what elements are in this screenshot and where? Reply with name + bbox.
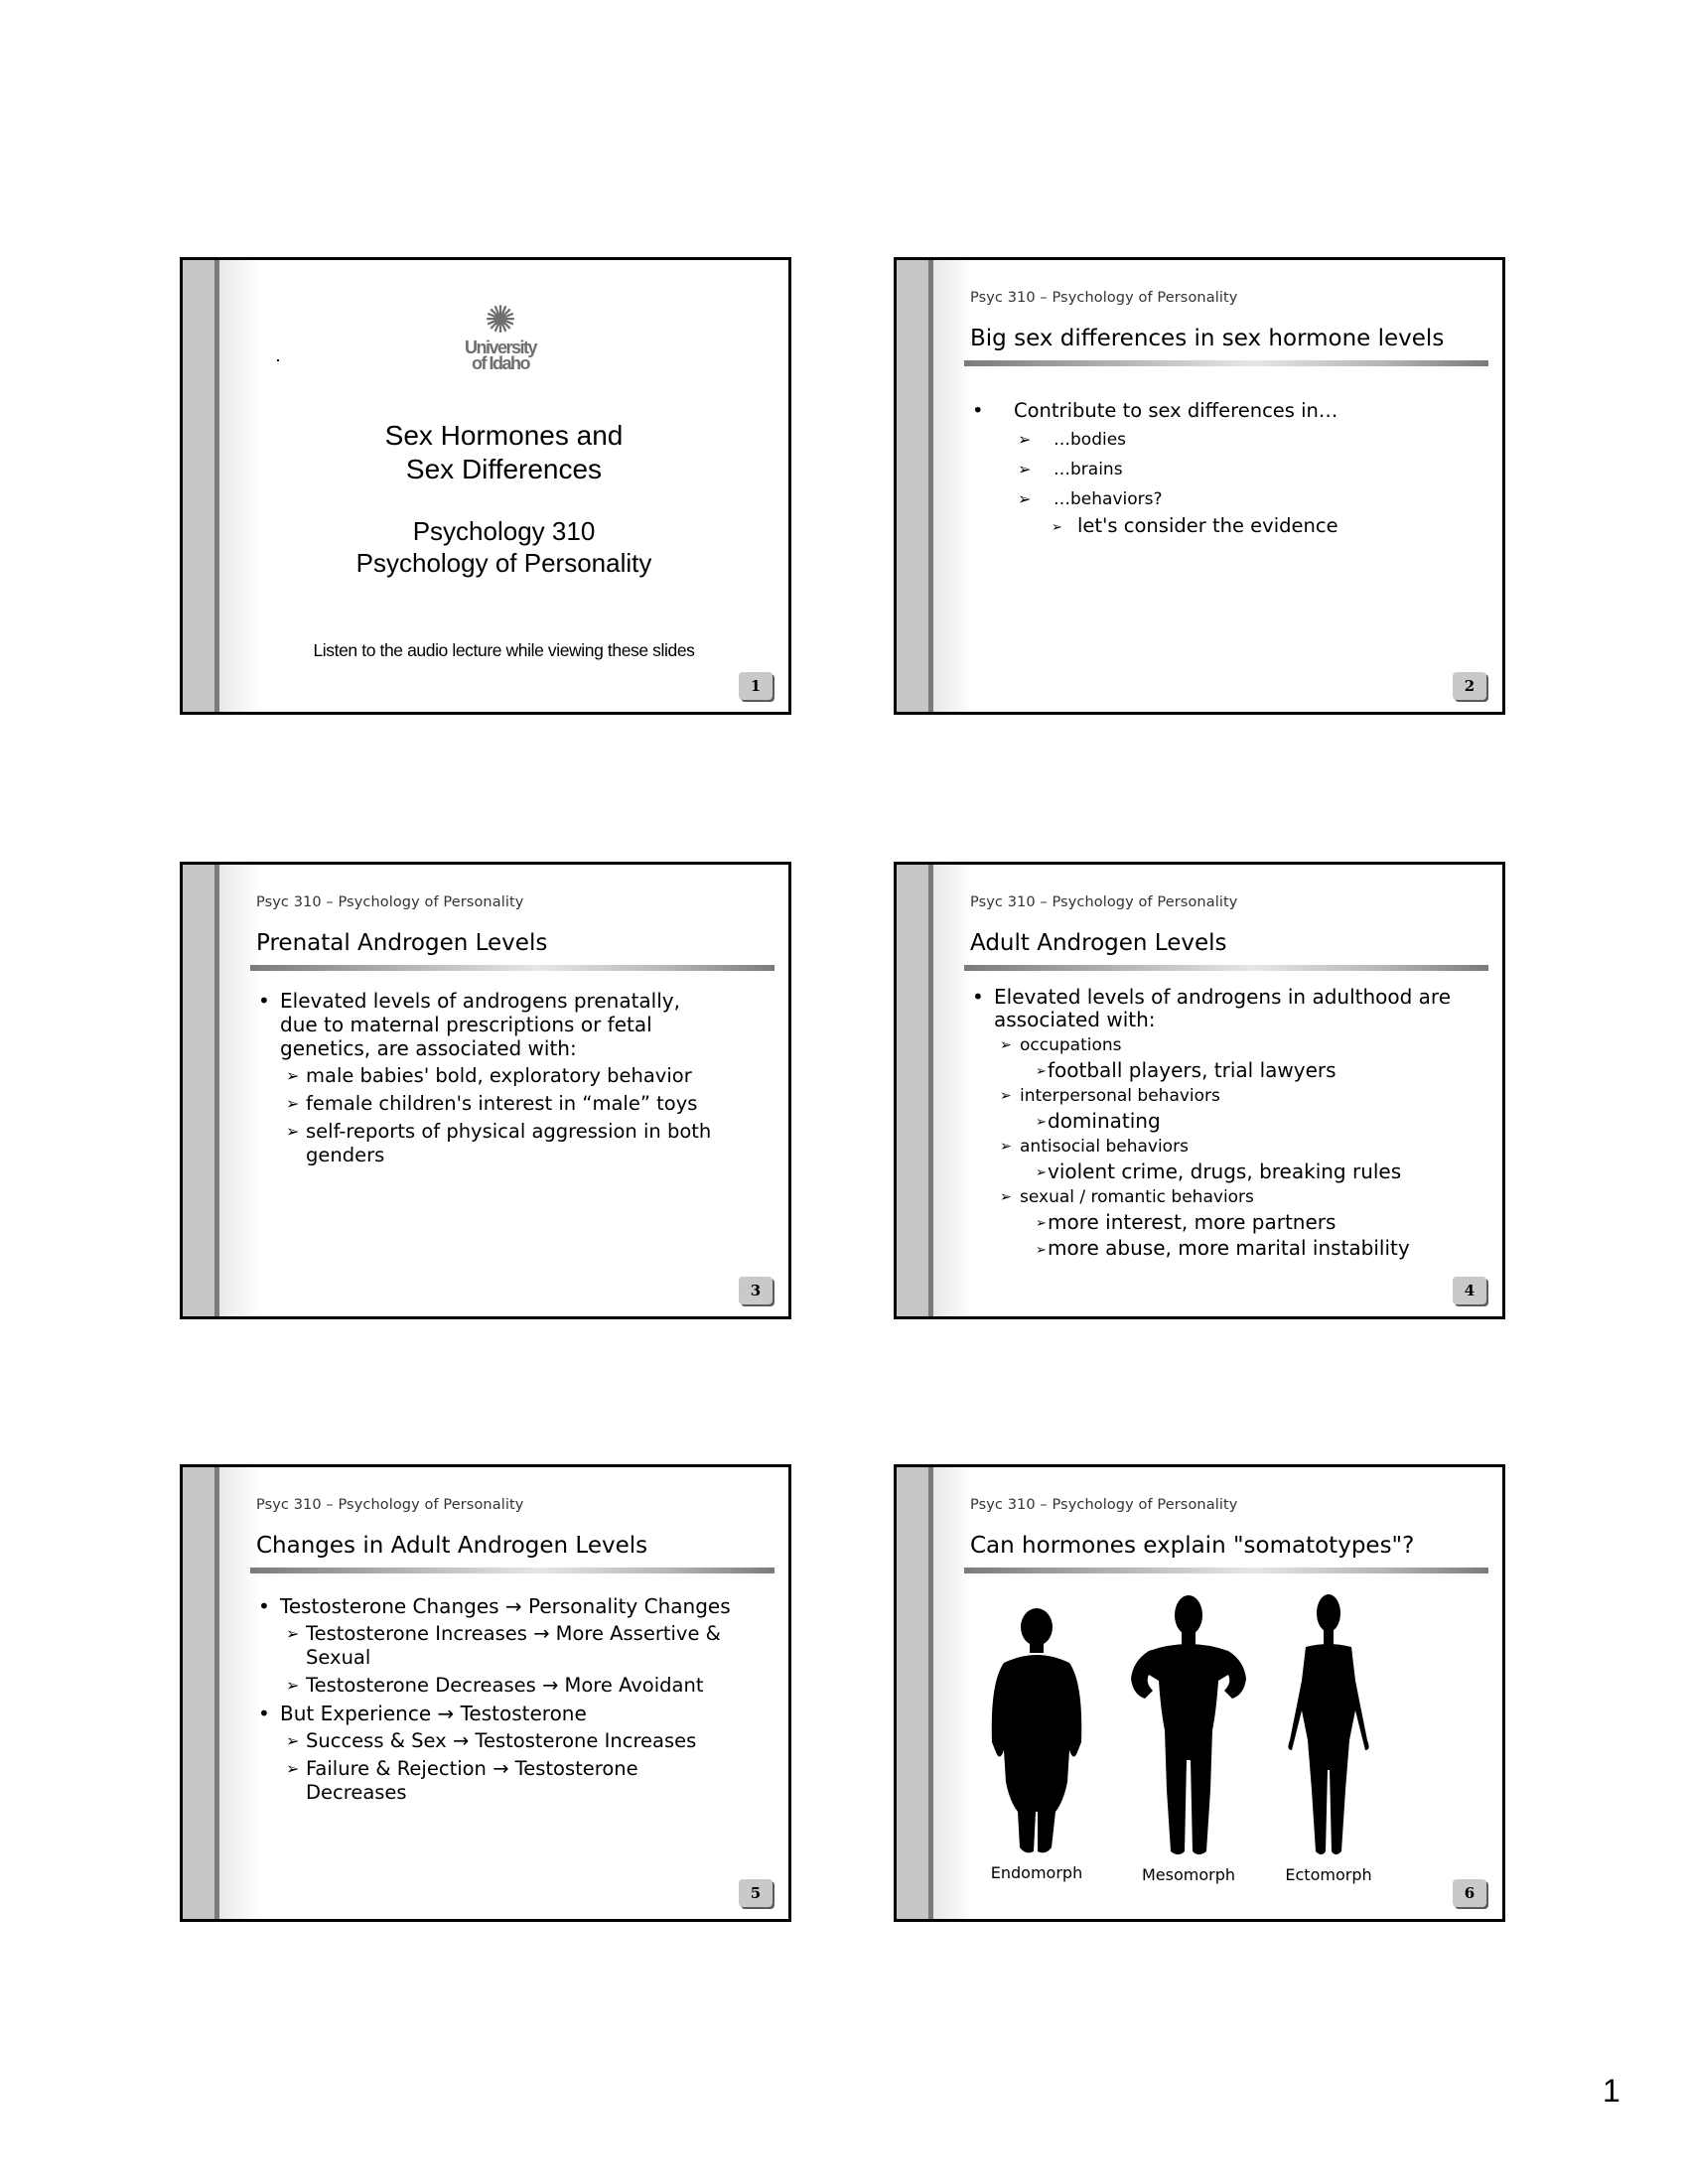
slide-shade — [933, 865, 973, 1316]
arrow-bullet-icon: ➢ — [1000, 1037, 1012, 1053]
sub-sub-bullet-item: ➢ let's consider the evidence — [970, 513, 1482, 538]
slide-5 — [180, 1464, 791, 1922]
logo-line1: University — [464, 338, 537, 357]
slide-gutter — [183, 260, 214, 712]
logo-line2: of Idaho — [472, 353, 529, 373]
small-arrow-bullet-icon: ➢ — [1036, 1216, 1047, 1231]
slide-gutter — [897, 1467, 928, 1919]
slide-4 — [894, 862, 1505, 1319]
small-arrow-bullet-icon: ➢ — [1036, 1115, 1047, 1130]
endomorph-silhouette-icon — [982, 1603, 1091, 1857]
figure-label: Endomorph — [990, 1863, 1083, 1882]
slide-title: Big sex differences in sex hormone levels — [970, 326, 1445, 351]
small-arrow-bullet-icon: ➢ — [1036, 1165, 1047, 1180]
sub-bullet-item: ➢ Testosterone Increases → More Assertive & Sexual — [286, 1622, 721, 1669]
figure-mesomorph — [1129, 1591, 1248, 1884]
slide-number-badge: 4 — [1453, 1277, 1486, 1304]
slide-number-badge: 1 — [739, 672, 773, 700]
title-line: Sex Hormones and — [384, 420, 624, 451]
sub-bullet-item: ➢ interpersonal behaviors — [1000, 1086, 1220, 1106]
slide-gutter — [183, 1467, 214, 1919]
slide-shade — [933, 260, 973, 712]
arrow-bullet-icon: ➢ — [286, 1759, 300, 1778]
arrow-bullet-icon: ➢ — [1000, 1088, 1012, 1104]
slide-body — [256, 1594, 769, 1805]
arrow-bullet-icon: ➢ — [286, 1066, 300, 1085]
stray-dot — [277, 359, 279, 361]
slide-body — [256, 989, 719, 1167]
slide-body — [970, 399, 1482, 538]
slide-body — [970, 986, 1463, 1262]
bullet-item: • Contribute to sex differences in… — [970, 399, 1482, 423]
bullet-item: • Elevated levels of androgens prenatally, due to maternal prescriptions or fetal genetics, are associated with: — [256, 989, 719, 1060]
sub-bullet-item: ➢ Testosterone Decreases → More Avoidant — [286, 1674, 704, 1697]
figure-label: Mesomorph — [1141, 1865, 1236, 1884]
sub-bullet-item: ➢ Success & Sex → Testosterone Increases — [286, 1729, 697, 1752]
slide-title: Prenatal Androgen Levels — [256, 930, 548, 956]
figure-ectomorph — [1284, 1591, 1373, 1884]
sub-sub-bullet-item: ➢ dominating — [1036, 1109, 1161, 1133]
sub-bullet-item: ➢ …behaviors? — [970, 486, 1482, 512]
bullet-item: • Elevated levels of androgens in adulthood are associated with: — [970, 986, 1463, 1031]
arrow-bullet-icon: ➢ — [1018, 489, 1032, 508]
bullet-item: • But Experience → Testosterone — [256, 1702, 769, 1725]
title-rule — [964, 965, 1488, 971]
subtitle-line: Psychology 310 — [412, 516, 596, 546]
sub-sub-bullet-item: ➢ violent crime, drugs, breaking rules — [1036, 1160, 1402, 1183]
arrow-bullet-icon: ➢ — [1000, 1189, 1012, 1205]
slide-shade — [219, 865, 259, 1316]
small-arrow-bullet-icon: ➢ — [1052, 520, 1062, 535]
sub-bullet-item: ➢ self-reports of physical aggression in both genders — [286, 1120, 712, 1166]
small-arrow-bullet-icon: ➢ — [1036, 1243, 1047, 1258]
slide-title — [219, 419, 788, 486]
somatotype-figures — [970, 1591, 1482, 1889]
ectomorph-silhouette-icon — [1284, 1591, 1373, 1859]
page-number: 1 — [1603, 2073, 1620, 2109]
title-rule — [964, 360, 1488, 366]
course-header: Psyc 310 – Psychology of Personality — [256, 894, 524, 910]
sub-bullet-item: ➢ sexual / romantic behaviors — [1000, 1187, 1254, 1207]
title-rule — [964, 1568, 1488, 1573]
bullet-item: • Testosterone Changes → Personality Changes — [256, 1594, 769, 1618]
slide-number-badge: 3 — [739, 1277, 773, 1304]
arrow-bullet-icon: ➢ — [286, 1094, 300, 1113]
slide-title: Can hormones explain "somatotypes"? — [970, 1533, 1415, 1559]
slide-shade — [219, 1467, 259, 1919]
sub-bullet-item: ➢ …bodies — [970, 427, 1482, 453]
slide-number-badge: 5 — [739, 1879, 773, 1907]
logo-emblem-icon: ✺ — [485, 298, 516, 341]
course-header: Psyc 310 – Psychology of Personality — [970, 290, 1238, 306]
slide-gutter — [897, 260, 928, 712]
sub-sub-bullet-item: ➢ more interest, more partners — [1036, 1210, 1336, 1234]
slide-3 — [180, 862, 791, 1319]
slide-number-badge: 2 — [1453, 672, 1486, 700]
slide-2 — [894, 257, 1505, 715]
slide-1 — [180, 257, 791, 715]
arrow-bullet-icon: ➢ — [1018, 460, 1032, 478]
small-arrow-bullet-icon: ➢ — [1036, 1064, 1047, 1079]
title-rule — [250, 1568, 774, 1573]
course-header: Psyc 310 – Psychology of Personality — [256, 1497, 524, 1513]
slide-gutter — [183, 865, 214, 1316]
arrow-bullet-icon: ➢ — [286, 1676, 300, 1695]
sub-bullet-item: ➢ occupations — [1000, 1035, 1122, 1055]
arrow-bullet-icon: ➢ — [286, 1122, 300, 1141]
sub-bullet-item: ➢ antisocial behaviors — [1000, 1137, 1189, 1157]
sub-bullet-item: ➢ Failure & Rejection → Testosterone Decreases — [286, 1757, 638, 1804]
subtitle-line: Psychology of Personality — [355, 548, 652, 578]
sub-sub-bullet-item: ➢ more abuse, more marital instability — [970, 1235, 1463, 1262]
arrow-bullet-icon: ➢ — [286, 1624, 300, 1643]
slide-title: Changes in Adult Androgen Levels — [256, 1533, 648, 1559]
arrow-bullet-icon: ➢ — [1000, 1139, 1012, 1155]
audio-note: Listen to the audio lecture while viewing these slides — [313, 640, 695, 660]
title-rule — [250, 965, 774, 971]
sub-bullet-item: ➢ male babies' bold, exploratory behavior — [286, 1064, 692, 1087]
sub-bullet-item: ➢ female children's interest in “male” toys — [286, 1092, 698, 1115]
figure-endomorph — [982, 1603, 1091, 1882]
slide-number-badge: 6 — [1453, 1879, 1486, 1907]
course-header: Psyc 310 – Psychology of Personality — [970, 1497, 1238, 1513]
university-logo — [441, 300, 560, 371]
figure-label: Ectomorph — [1285, 1865, 1372, 1884]
slide-subtitle — [219, 515, 788, 579]
slide-title: Adult Androgen Levels — [970, 930, 1227, 956]
arrow-bullet-icon: ➢ — [286, 1731, 300, 1750]
arrow-bullet-icon: ➢ — [1018, 430, 1032, 449]
sub-sub-bullet-item: ➢ football players, trial lawyers — [1036, 1058, 1336, 1082]
slide-shade — [933, 1467, 973, 1919]
title-line: Sex Differences — [405, 454, 603, 484]
slide-gutter — [897, 865, 928, 1316]
mesomorph-silhouette-icon — [1129, 1591, 1248, 1859]
sub-bullet-item: ➢ …brains — [970, 457, 1482, 482]
course-header: Psyc 310 – Psychology of Personality — [970, 894, 1238, 910]
slide-6 — [894, 1464, 1505, 1922]
